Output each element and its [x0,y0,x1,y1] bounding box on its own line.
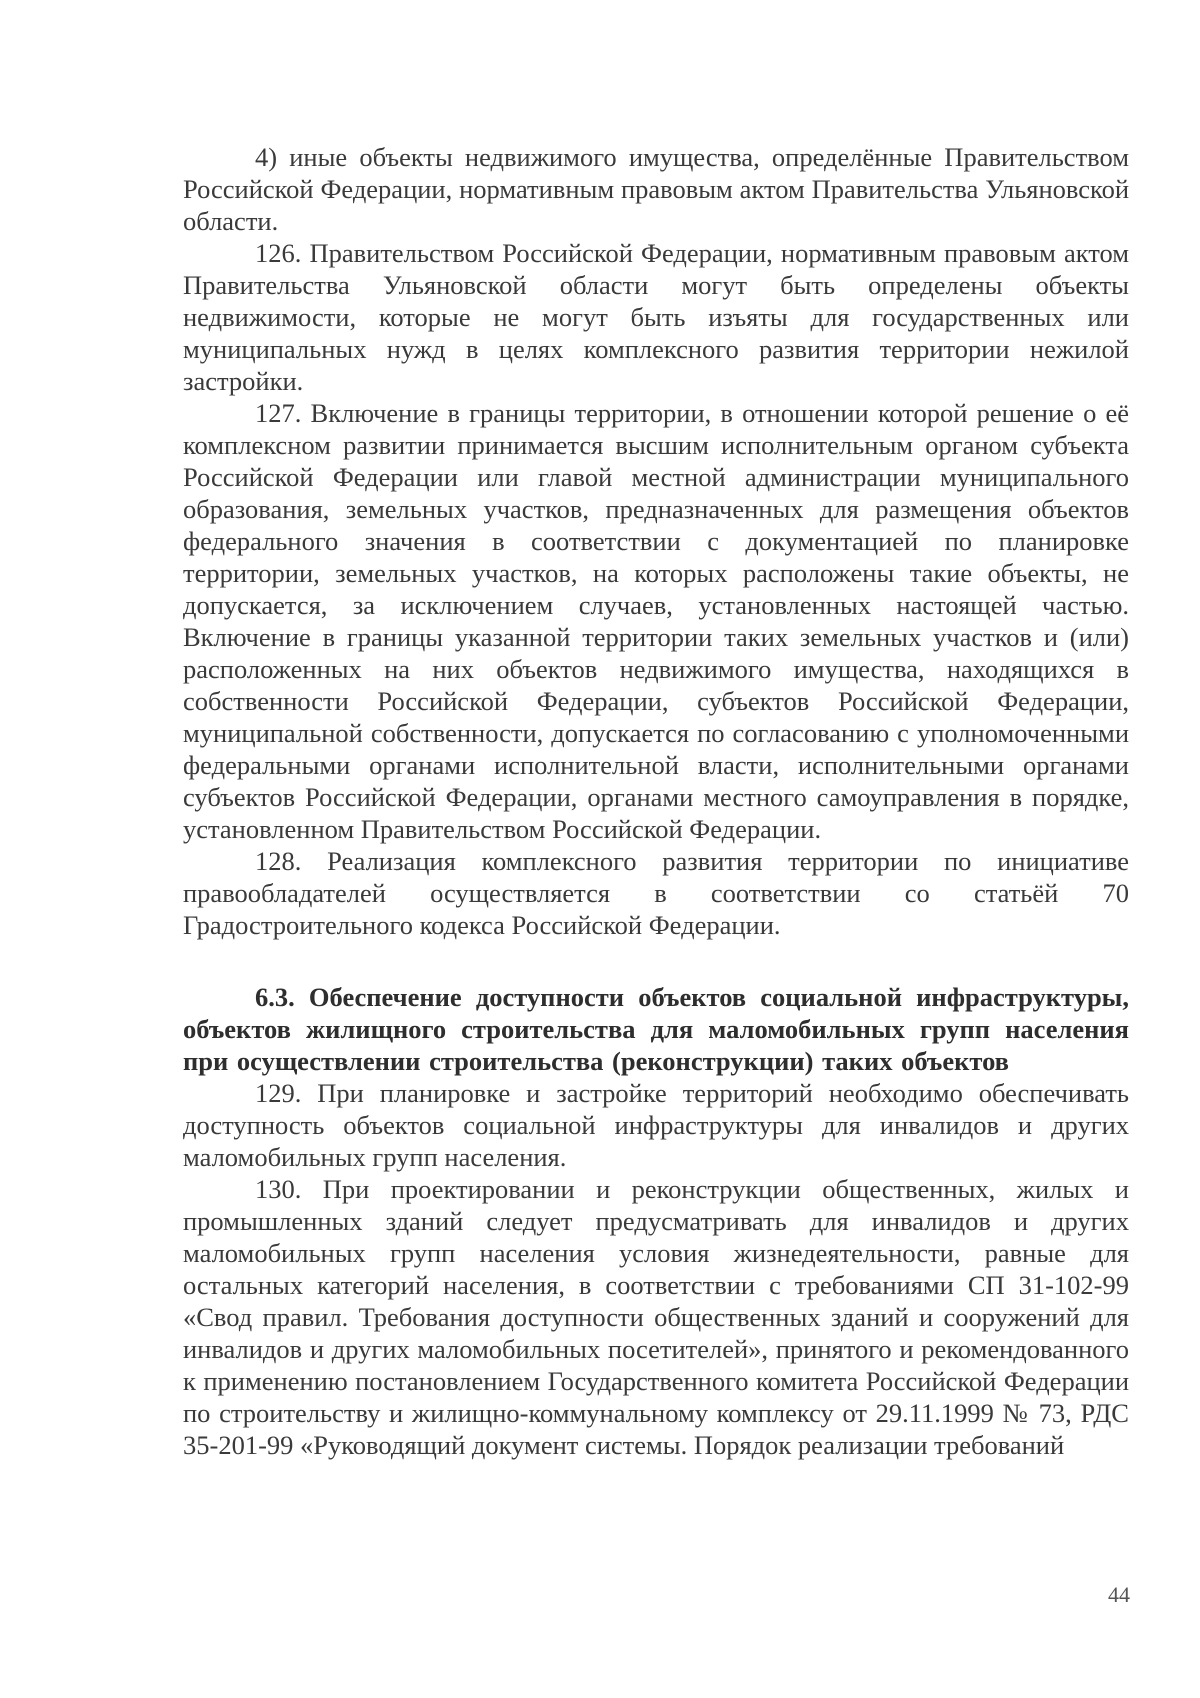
paragraph-129: 129. При планировке и застройке территорий необходимо обеспечивать доступность объектов социальной инфраструктуры для инвалидов и других маломобильных групп населения. [183,1078,1129,1172]
page-body [183,141,1129,1461]
paragraph-item-4: 4) иные объекты недвижимого имущества, определённые Правительством Российской Федерации, нормативным правовым актом Правительства Ульяновской области. [183,142,1129,236]
paragraph-126: 126. Правительством Российской Федерации, нормативным правовым актом Правительства Ульяновской области могут быть определены объекты недвижимости, которые не могут быть изъяты для государственных или муниципальных нужд в целях комплексного развития территории нежилой застройки. [183,238,1129,396]
paragraph-130: 130. При проектировании и реконструкции общественных, жилых и промышленных зданий следует предусматривать для инвалидов и других маломобильных групп населения условия жизнедеятельности, равные для остальных категорий населения, в соответствии с требованиями СП 31-102-99 «Свод правил. Требования доступности общественных зданий и сооружений для инвалидов и других маломобильных посетителей», принятого и рекомендованного к применению постановлением Государственного комитета Российской Федерации по строительству и жилищно-коммунальному комплексу от 29.11.1999 № 73, РДС 35-201-99 «Руководящий документ системы. Порядок реализации требований [183,1174,1129,1460]
paragraph-128: 128. Реализация комплексного развития территории по инициативе правообладателей осуществляется в соответствии со статьёй 70 Градостроительного кодекса Российской Федерации. [183,846,1129,940]
page-number: 44 [1108,1582,1130,1607]
section-heading-6-3: 6.3. Обеспечение доступности объектов социальной инфраструктуры, объектов жилищного строительства для маломобильных групп населения при осуществлении строительства (реконструкции) таких объектов [183,982,1129,1076]
paragraph-127: 127. Включение в границы территории, в отношении которой решение о её комплексном развитии принимается высшим исполнительным органом субъекта Российской Федерации или главой местной администрации муниципального образования, земельных участков, предназначенных для размещения объектов федерального значения в соответствии с документацией по планировке территории, земельных участков, на которых расположены такие объекты, не допускается, за исключением случаев, установленных настоящей частью. Включение в границы указанной территории таких земельных участков и (или) расположенных на них объектов недвижимого имущества, находящихся в собственности Российской Федерации, субъектов Российской Федерации, муниципальной собственности, допускается по согласованию с уполномоченными федеральными органами исполнительной власти, исполнительными органами субъектов Российской Федерации, органами местного самоуправления в порядке, установленном Правительством Российской Федерации. [183,398,1129,844]
